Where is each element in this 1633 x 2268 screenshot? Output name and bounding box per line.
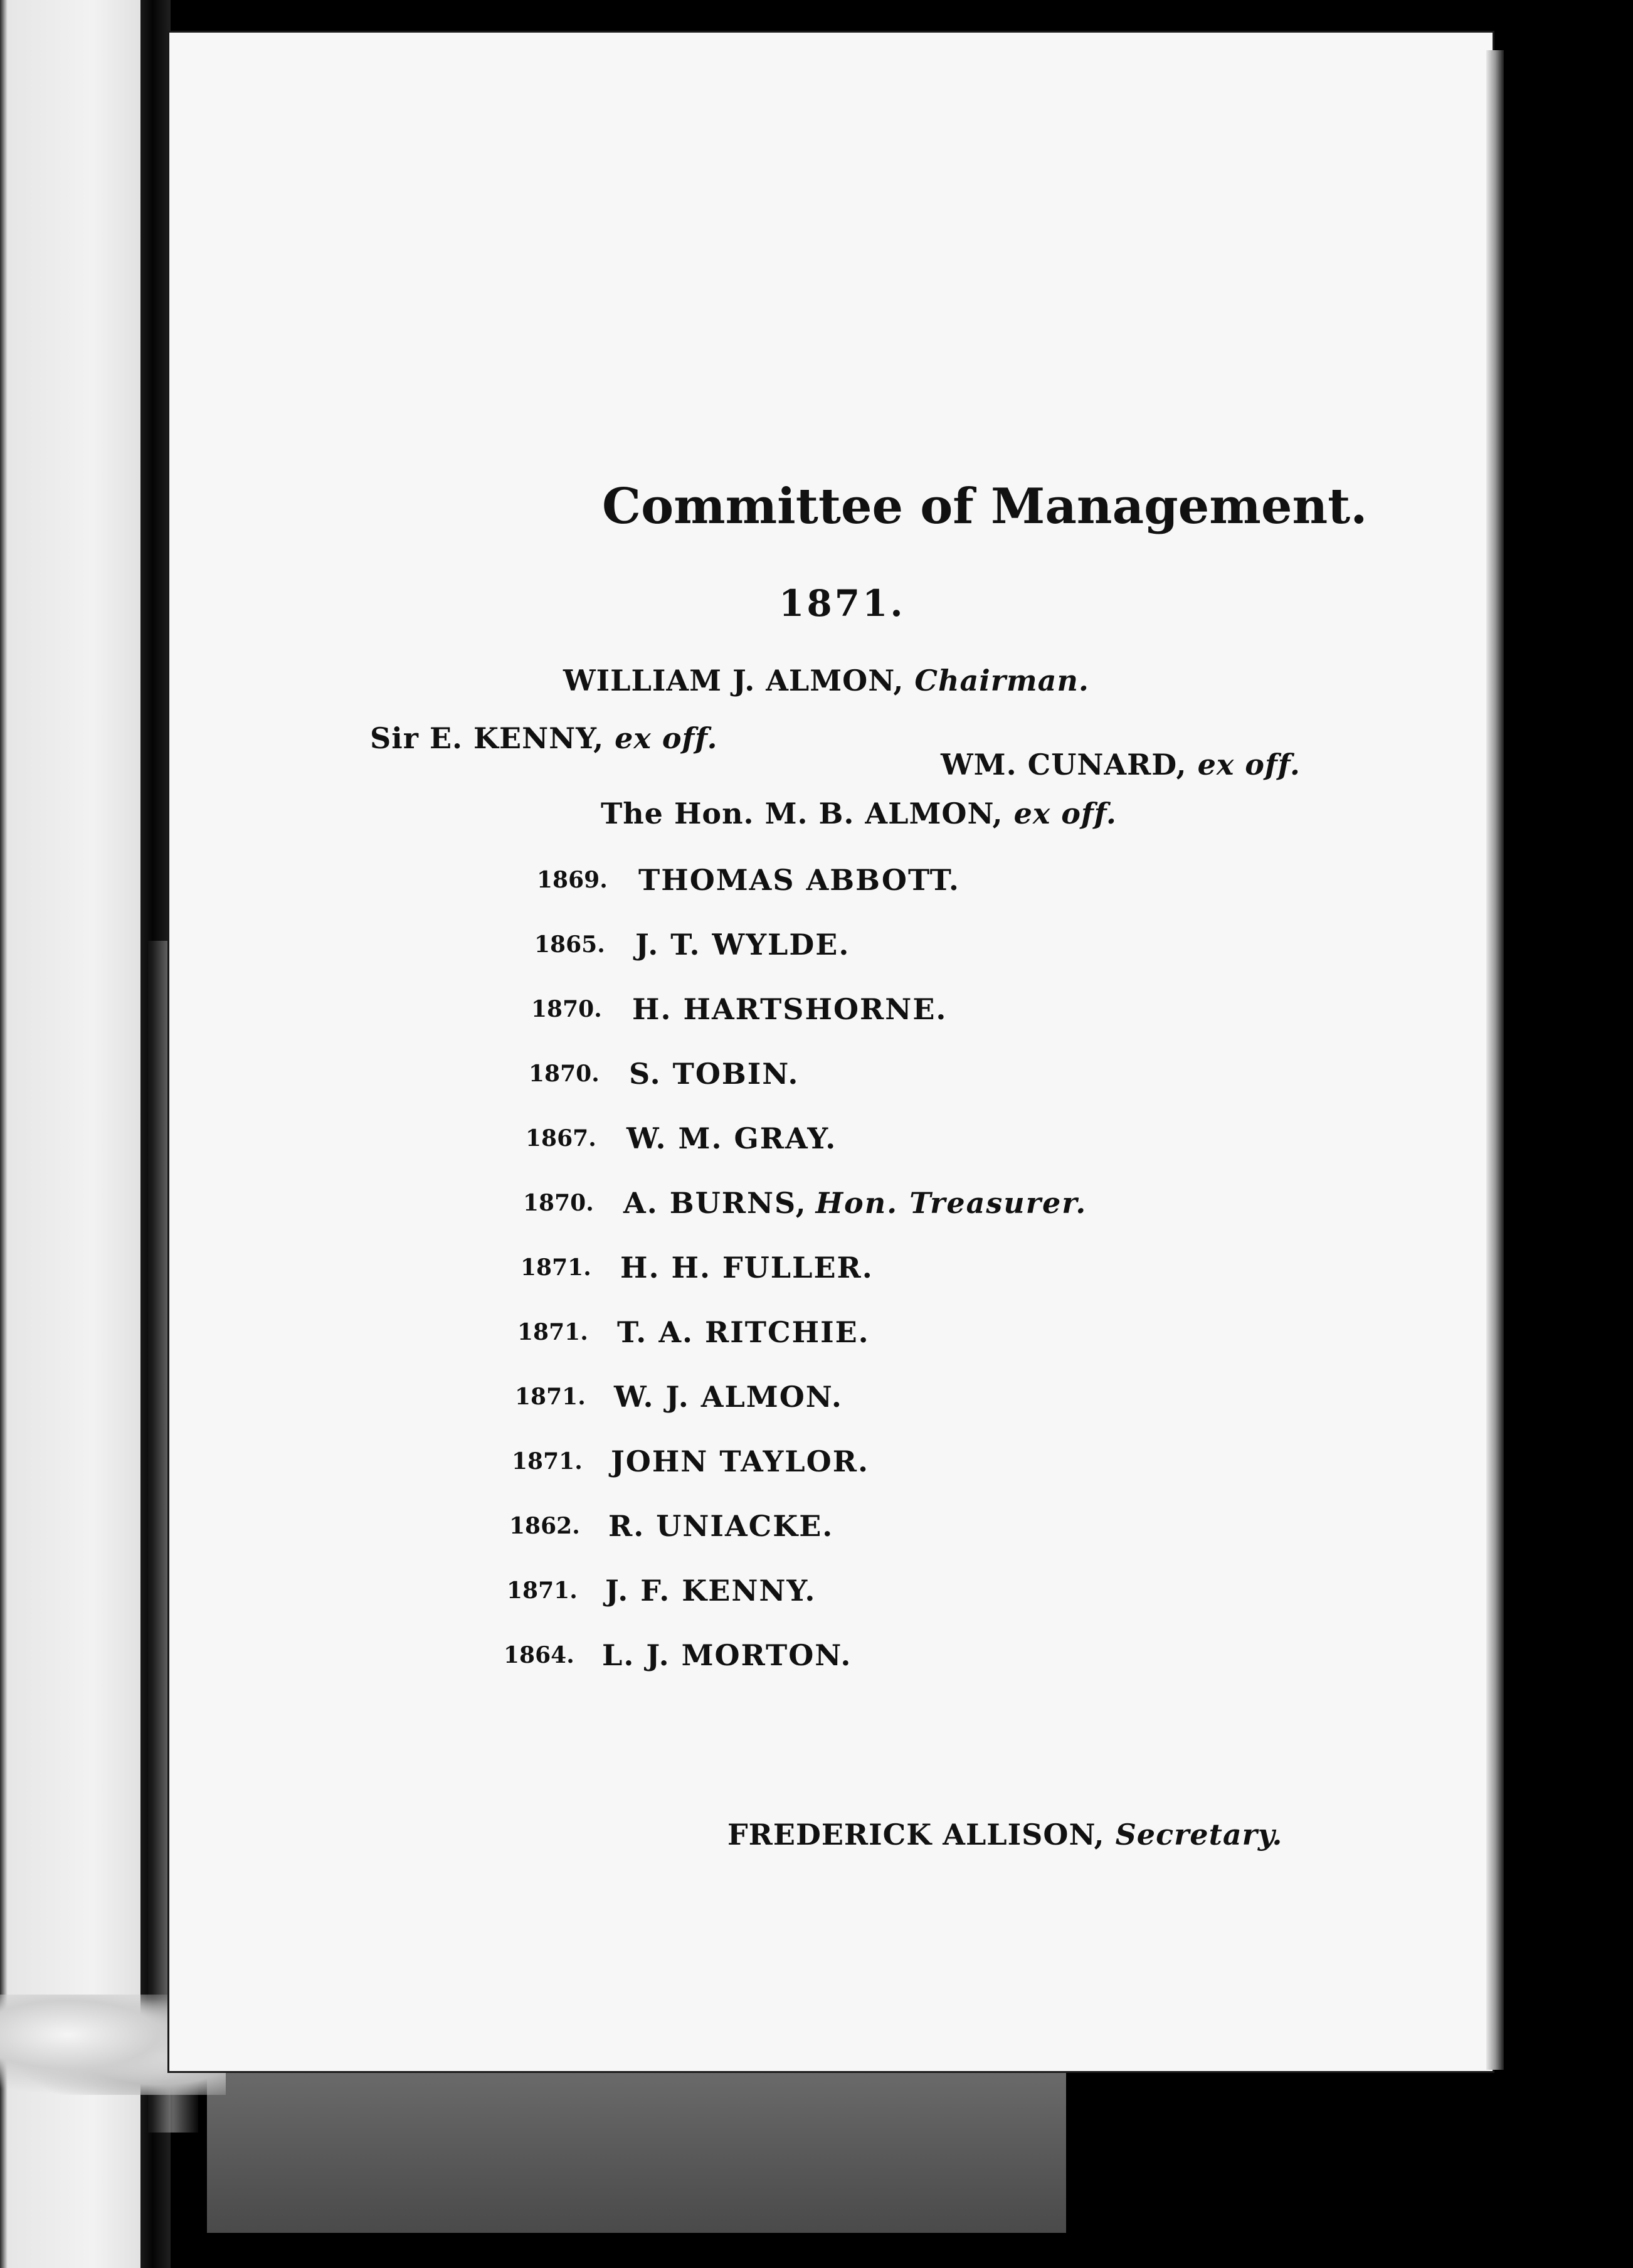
member-name-text: A. BURNS, bbox=[623, 1186, 807, 1220]
member-name bbox=[614, 1380, 843, 1414]
member-year: 1865. bbox=[534, 931, 605, 958]
ex-officio-center-name: The Hon. M. B. ALMON, bbox=[601, 797, 1003, 830]
member-name bbox=[635, 928, 850, 962]
chairman-line bbox=[563, 664, 1089, 697]
ex-officio-left bbox=[370, 721, 717, 755]
secretary-name: FREDERICK ALLISON, bbox=[727, 1818, 1105, 1852]
member-name-text: H. H. FULLER. bbox=[620, 1251, 874, 1285]
member-name-text: T. A. RITCHIE. bbox=[617, 1315, 870, 1349]
ex-officio-center bbox=[601, 797, 1117, 830]
member-name-text: J. F. KENNY. bbox=[605, 1574, 816, 1608]
member-name-text: R. UNIACKE. bbox=[608, 1509, 834, 1543]
member-year: 1862. bbox=[509, 1513, 580, 1539]
member-year: 1871. bbox=[517, 1319, 588, 1345]
member-name bbox=[623, 1186, 1087, 1220]
secretary-role: Secretary. bbox=[1115, 1818, 1283, 1852]
secretary-line bbox=[727, 1818, 1282, 1852]
member-name bbox=[629, 1057, 799, 1091]
ex-officio-left-name: E. KENNY, bbox=[429, 721, 605, 755]
member-name-text: L. J. MORTON. bbox=[602, 1638, 852, 1672]
member-name bbox=[617, 1315, 870, 1349]
member-name-text: S. TOBIN. bbox=[629, 1057, 800, 1091]
member-name bbox=[638, 863, 960, 897]
member-name bbox=[632, 992, 947, 1026]
member-year: 1870. bbox=[529, 1061, 600, 1087]
member-role: Hon. Treasurer. bbox=[815, 1186, 1087, 1220]
ex-officio-right bbox=[941, 748, 1301, 782]
member-name-text: JOHN TAYLOR. bbox=[611, 1444, 869, 1478]
member-name bbox=[626, 1121, 837, 1155]
member-name bbox=[605, 1574, 816, 1608]
member-year: 1871. bbox=[512, 1448, 583, 1475]
committee-year: 1871. bbox=[779, 582, 906, 625]
member-name bbox=[602, 1638, 852, 1672]
member-year: 1871. bbox=[515, 1384, 586, 1410]
ex-officio-right-note: ex off. bbox=[1197, 748, 1301, 782]
member-name-text: H. HARTSHORNE. bbox=[632, 992, 948, 1026]
member-name bbox=[608, 1509, 833, 1543]
document-page bbox=[169, 33, 1493, 2071]
page-shadow-edge bbox=[1486, 50, 1504, 2070]
member-year: 1871. bbox=[521, 1254, 591, 1281]
facing-page-edge bbox=[0, 0, 156, 2268]
ex-officio-left-note: ex off. bbox=[615, 721, 718, 755]
member-year: 1870. bbox=[523, 1190, 594, 1216]
member-name-text: W. J. ALMON. bbox=[614, 1380, 843, 1414]
member-name-text: W. M. GRAY. bbox=[626, 1121, 837, 1155]
page-title: Committee of Management. bbox=[602, 478, 1368, 535]
member-name bbox=[611, 1444, 869, 1478]
ex-officio-right-name: WM. CUNARD, bbox=[941, 748, 1187, 782]
chairman-name: WILLIAM J. ALMON, bbox=[563, 664, 904, 697]
member-name-text: THOMAS ABBOTT. bbox=[638, 863, 960, 897]
chairman-role: Chairman. bbox=[914, 664, 1089, 697]
ex-officio-left-prefix: Sir bbox=[370, 721, 419, 755]
member-name-text: J. T. WYLDE. bbox=[635, 928, 850, 962]
member-year: 1870. bbox=[531, 996, 602, 1022]
underlying-page bbox=[207, 2045, 1066, 2233]
member-year: 1871. bbox=[507, 1577, 578, 1604]
member-name bbox=[620, 1251, 874, 1285]
member-year: 1864. bbox=[504, 1642, 574, 1668]
ex-officio-center-note: ex off. bbox=[1013, 797, 1117, 830]
member-year: 1867. bbox=[526, 1125, 596, 1152]
member-year: 1869. bbox=[537, 867, 608, 893]
